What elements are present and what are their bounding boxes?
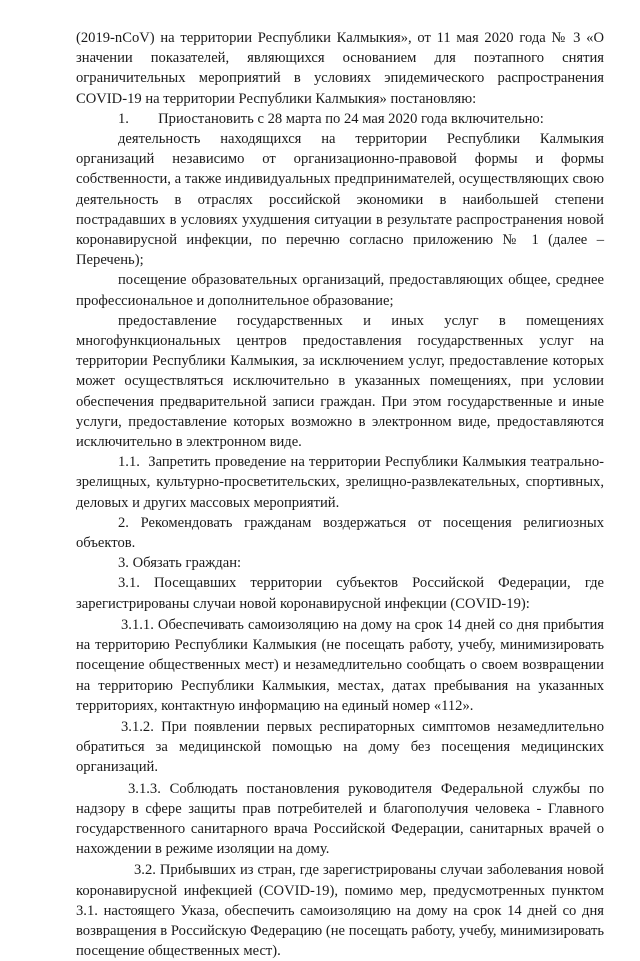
paragraph-3-2: 3.2. Прибывших из стран, где зарегистрированы случаи заболевания новой коронавирусной инфекцией (COVID-19), помимо мер, предусмотренных пунктом 3.1. настоящего Указа, обеспечить самоизоляцию на дому на срок 14 дней со дня возвращения в Российскую Федерацию (не посещать работу, учебу, минимизировать посещение общественных мест).: [76, 862, 604, 960]
paragraph-3-1-2: 3.1.2. При появлении первых респираторных симптомов незамедлительно обратиться за медицинской помощью на дому без посещения медицинских организаций.: [76, 718, 604, 776]
paragraph-1-education: посещение образовательных организаций, предоставляющих общее, среднее профессиональное и дополнительное образование;: [76, 272, 604, 309]
paragraph-1-1: 1.1. Запретить проведение на территории Республики Калмыкия театрально-зрелищных, культурно-просветительских, зрелищно-развлекательных, спортивных, деловых и других массовых мероприятий.: [76, 454, 604, 511]
paragraph-3: 3. Обязать граждан:: [118, 555, 242, 572]
paragraph-1-activity: деятельность находящихся на территории Республики Калмыкия организаций независимо от организационно-правовой формы и формы собственности, а также индивидуальных предпринимателей, осуществляющих свою деятельность в отраслях российской экономики в наибольшей степени пострадавших в условиях ухудшения ситуации в результате распространения новой коронавирусной инфекции, по перечню согласно приложению № 1 (далее – Перечень);: [76, 131, 604, 269]
paragraph-1: 1. Приостановить с 28 марта по 24 мая 2020 года включительно:: [118, 110, 544, 127]
paragraph-1-services: предоставление государственных и иных услуг в помещениях многофункциональных центров предоставления государственных услуг на территории Республики Калмыкия, за исключением услуг, предоставление которых может осуществляться исключительно в указанных помещениях, при условии обеспечения предварительной записи граждан. При этом государственные и иные услуги, предоставление которых возможно в электронном виде, предоставляются исключительно в электронном виде.: [76, 312, 604, 451]
paragraph-2: 2. Рекомендовать гражданам воздержаться от посещения религиозных объектов.: [76, 514, 604, 552]
paragraph-3-1-1: 3.1.1. Обеспечивать самоизоляцию на дому на срок 14 дней со дня прибытия на территорию Республики Калмыкия (не посещать работу, учебу, минимизировать посещение общественных мест) и незамедлительно сообщать о своем возвращении на территорию Республики Калмыкия, местах, датах пребывания на указанных территориях, контактную информацию на единый номер «112».: [76, 616, 604, 714]
paragraph-3-1-3: 3.1.3. Соблюдать постановления руководителя Федеральной службы по надзору в сфере защиты прав потребителей и благополучия человека - Главного государственного санитарного врача Российской Федерации, санитарных врачей о нахождении в режиме изоляции на дому.: [76, 780, 604, 858]
paragraph-intro: (2019-nCoV) на территории Республики Калмыкия», от 11 мая 2020 года № 3 «О значении показателей, являющихся основанием для поэтапного снятия ограничительных мероприятий в условиях эпидемического распространения COVID-19 на территории Республики Калмыкия» постановляю:: [76, 30, 604, 107]
paragraph-3-1: 3.1. Посещавших территории субъектов Российской Федерации, где зарегистрированы случаи новой коронавирусной инфекции (COVID-19):: [76, 575, 604, 612]
